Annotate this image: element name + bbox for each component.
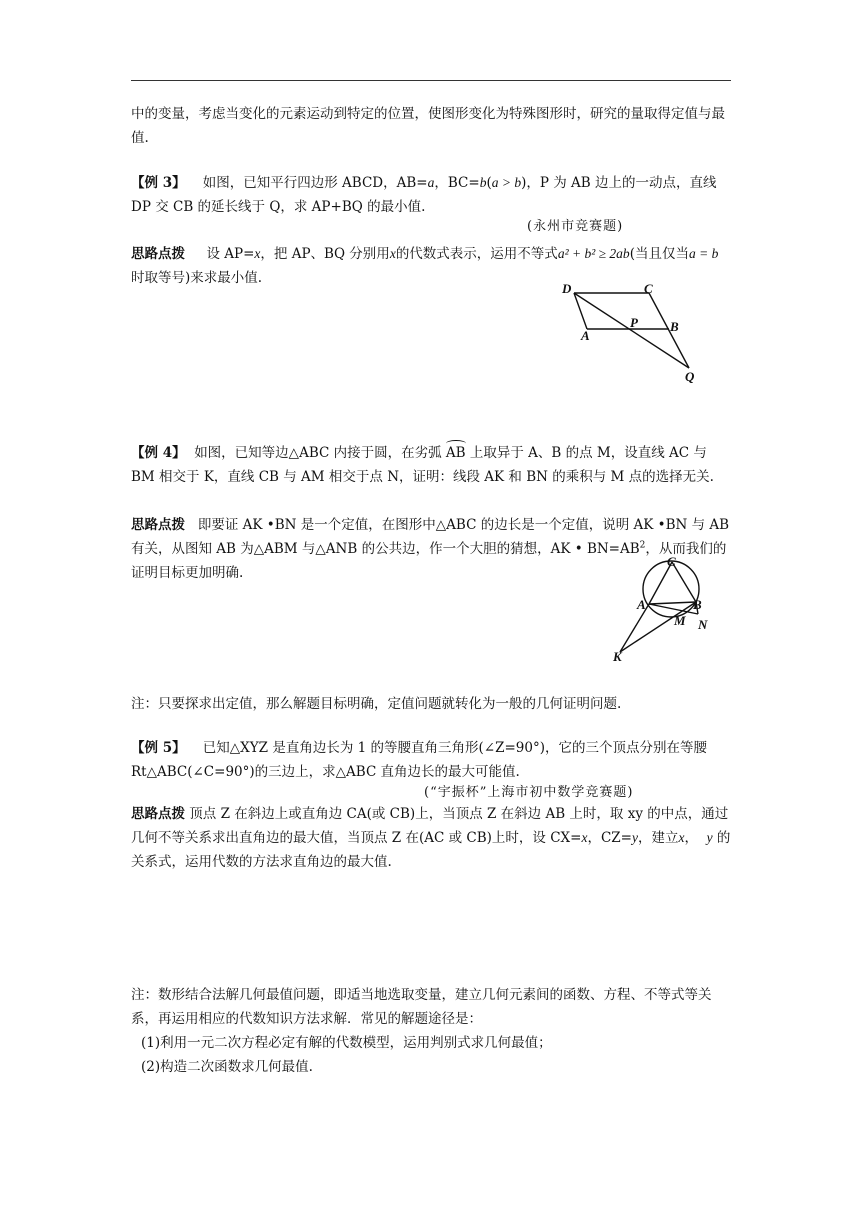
example-3-label: 【例 3】 [131, 175, 186, 191]
label-C: C [644, 281, 653, 296]
intro-paragraph: 中的变量，考虑当变化的元素运动到特定的位置，使图形变化为特殊图形时，研究的量取得定值与最值. [131, 106, 725, 146]
label-B: B [670, 319, 679, 334]
note-2: 注：数形结合法解几何最值问题，即适当地选取变量，建立几何元素间的函数、方程、不等式等关系，再运用相应的代数知识方法求解．常见的解题途径是： [131, 987, 712, 1027]
parallelogram-figure [560, 280, 710, 390]
arc-ab-mark [446, 440, 466, 447]
example-5-hint: 思路点拨 顶点 Z 在斜边上或直角边 CA(或 CB)上，当顶点 Z 在斜边 AB 上时，取 xy 的中点，通过几何不等关系求出直角边的最大值，当顶点 Z 在(AC 或 CB)上时，设 CX=x，CZ=y，建立x， y 的关系式，运用代数的方法求直角边的最大值. [131, 806, 731, 870]
example-5-source: (“宇振杯”上海市初中数学竞赛题) [424, 785, 634, 800]
example-3-hint: 思路点拨 设 AP=x，把 AP、BQ 分别用x的代数式表示，运用不等式a² + b² ≥ 2ab(当且仅当a = b时取等号)来求最小值. [131, 246, 719, 286]
example-3-question: 【例 3】 如图，已知平行四边形 ABCD，AB=a，BC=b(a > b)，P 为 AB 边上的一动点，直线 DP 交 CB 的延长线于 Q，求 AP+BQ 的最小值. [131, 175, 717, 215]
hint-label: 思路点拨 [131, 246, 185, 262]
label-B: B [693, 597, 702, 612]
example-5-label: 【例 5】 [131, 740, 186, 756]
note-1: 注：只要探求出定值，那么解题目标明确，定值问题就转化为一般的几何证明问题. [131, 696, 622, 712]
hint-label: 思路点拨 [131, 806, 185, 822]
label-P: P [630, 315, 638, 330]
example-4-question: 【例 4】 如图，已知等边△ABC 内接于圆，在劣弧 AB 上取异于 A、B 的点 M，设直线 AC 与 BM 相交于 K，直线 CB 与 AM 相交于点 N，证明：线段 AK 和 BN 的乘积与 M 点的选择无关. [131, 441, 731, 489]
label-M: M [674, 613, 686, 628]
example-5-question: 【例 5】 已知△XYZ 是直角边长为 1 的等腰直角三角形(∠Z=90°)，它的三个顶点分别在等腰 Rt△ABC(∠C=90°)的三边上，求△ABC 直角边长的最大可能值. [131, 740, 707, 780]
example-4-label: 【例 4】 [131, 445, 186, 461]
note-2-item-1: (1)利用一元二次方程必定有解的代数模型，运用判别式求几何最值； [141, 1035, 552, 1051]
header-rule [131, 80, 731, 81]
circle-triangle-figure [612, 554, 722, 666]
label-A: A [581, 328, 590, 343]
label-C: C [667, 554, 676, 569]
hint-label: 思路点拨 [131, 517, 185, 533]
label-A: A [637, 597, 646, 612]
label-K: K [613, 649, 622, 664]
label-N: N [698, 617, 708, 632]
label-D: D [562, 281, 572, 296]
example-4-hint: 思路点拨 即要证 AK •BN 是一个定值，在图形中△ABC 的边长是一个定值，说明 AK •BN 与 AB 有关，从图知 AB 为△ABM 与△ANB 的公共边，作一个大胆的猜想，AK • $BN=AB^2$，从而我们的证明目标更加明确. [131, 517, 730, 581]
label-Q: Q [685, 369, 695, 384]
note-2-item-2: (2)构造二次函数求几何最值. [141, 1059, 313, 1075]
example-3-source: (永州市竞赛题) [527, 219, 624, 234]
